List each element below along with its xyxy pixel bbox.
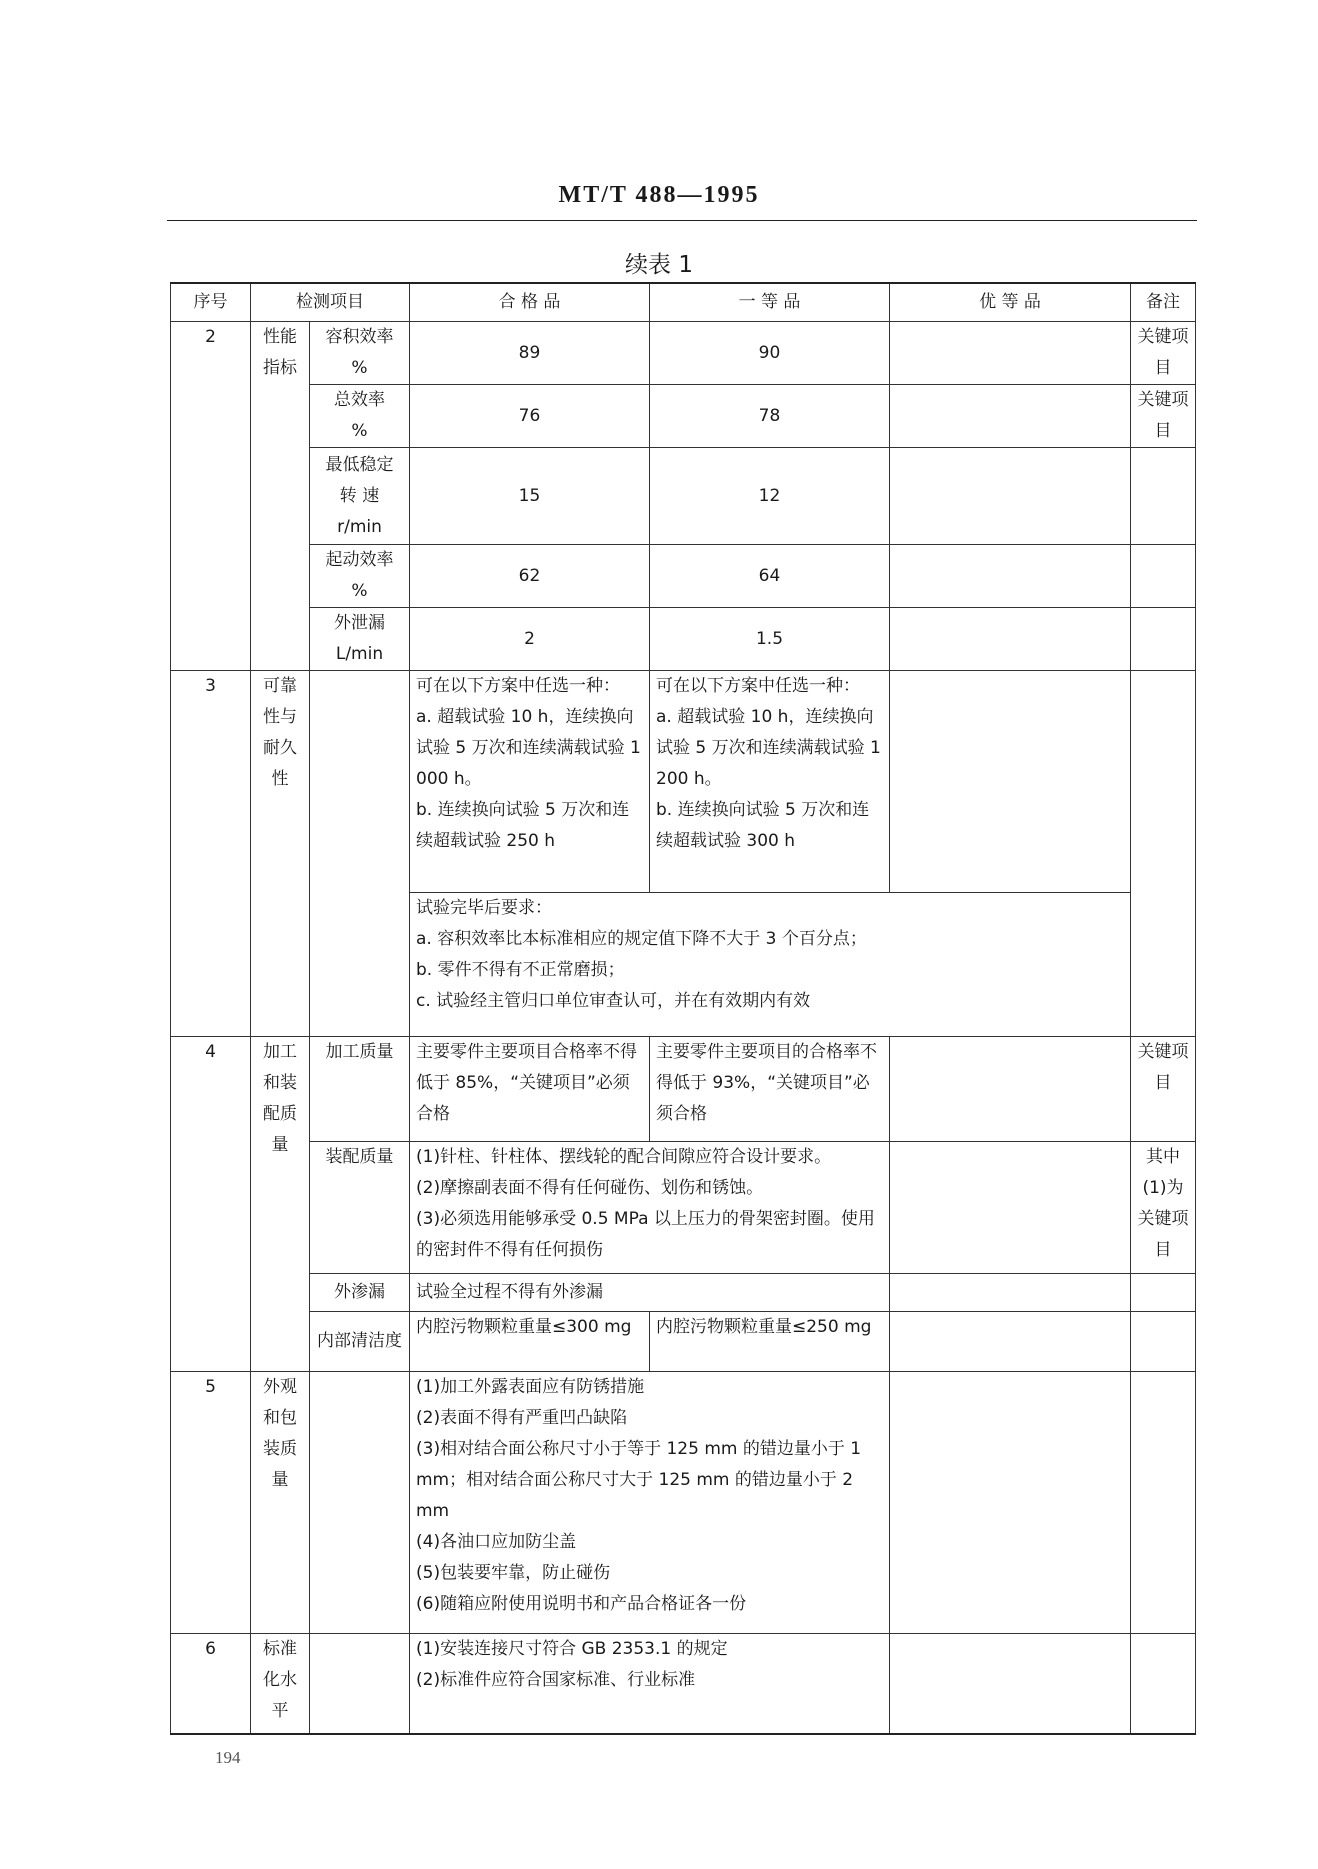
table-row	[171, 448, 1196, 545]
value-cell: 1.5	[650, 608, 890, 671]
value-cell: 89	[410, 322, 650, 385]
item-cell: 内部清洁度	[310, 1312, 410, 1372]
table-row	[171, 1037, 1196, 1142]
assembly-cell	[410, 1142, 890, 1274]
remark-cell	[1131, 671, 1196, 1037]
value-cell: 76	[410, 385, 650, 448]
value-cell	[890, 1372, 1131, 1634]
standard-code: MT/T 488—1995	[558, 182, 760, 208]
value-cell: 78	[650, 385, 890, 448]
group-cell: 外观和包装质量	[251, 1372, 310, 1634]
value-cell: 12	[650, 448, 890, 545]
table-row	[171, 1312, 1196, 1372]
item-name-2: 转 速	[339, 485, 380, 506]
header-rule	[167, 220, 1197, 221]
appearance-line-3: (3)相对结合面公称尺寸小于等于 125 mm 的错边量小于 1 mm；相对结合面公称尺寸大于 125 mm 的错边量小于 2 mm	[416, 1439, 862, 1521]
value-cell: 内腔污物颗粒重量≤250 mg	[650, 1312, 890, 1372]
scheme-a: a. 超载试验 10 h，连续换向试验 5 万次和连续满载试验 1 200 h。	[656, 707, 881, 789]
value-cell: 90	[650, 322, 890, 385]
value-cell	[890, 608, 1131, 671]
value-cell	[890, 322, 1131, 385]
col-item: 检测项目	[251, 283, 410, 322]
item-cell	[310, 545, 410, 608]
item-cell	[310, 385, 410, 448]
item-unit: %	[351, 421, 368, 441]
group-cell: 加工和装配质量	[251, 1037, 310, 1372]
table-row	[171, 545, 1196, 608]
table-row	[171, 1142, 1196, 1274]
item-name: 容积效率	[325, 327, 394, 347]
remark-cell: 关键项目	[1131, 1037, 1196, 1142]
appearance-line-6: (6)随箱应附使用说明书和产品合格证各一份	[416, 1594, 747, 1614]
value-cell: 2	[410, 608, 650, 671]
item-cell	[310, 1634, 410, 1734]
table-header-row	[171, 283, 1196, 322]
table-row	[171, 385, 1196, 448]
item-name: 总效率	[334, 390, 385, 410]
value-cell	[890, 1274, 1131, 1312]
spec-table	[170, 282, 1196, 1735]
value-cell: 主要零件主要项目合格率不得低于 85%，“关键项目”必须合格	[410, 1037, 650, 1142]
scheme-cell	[410, 671, 650, 893]
group-cell: 性能指标	[251, 322, 310, 671]
scheme-intro: 可在以下方案中任选一种：	[416, 676, 620, 696]
leakage-cell: 试验全过程不得有外渗漏	[410, 1274, 890, 1312]
item-cell	[310, 1372, 410, 1634]
seq-cell: 6	[171, 1634, 251, 1734]
after-c: c. 试验经主管归口单位审查认可，并在有效期内有效	[416, 991, 811, 1011]
remark-cell	[1131, 448, 1196, 545]
remark-cell: 关键项目	[1131, 322, 1196, 385]
scheme-intro: 可在以下方案中任选一种：	[656, 676, 860, 696]
remark-cell	[1131, 545, 1196, 608]
seq-cell: 5	[171, 1372, 251, 1634]
col-seq: 序号	[171, 283, 251, 322]
value-cell	[890, 1634, 1131, 1734]
remark-cell	[1131, 1274, 1196, 1312]
item-name: 起动效率	[325, 550, 394, 570]
value-cell	[890, 545, 1131, 608]
seq-cell: 3	[171, 671, 251, 1037]
table-row	[171, 322, 1196, 385]
value-cell	[890, 1142, 1131, 1274]
remark-cell	[1131, 1372, 1196, 1634]
item-unit: L/min	[335, 644, 384, 664]
item-cell	[310, 448, 410, 545]
appearance-cell	[410, 1372, 890, 1634]
item-cell: 外渗漏	[310, 1274, 410, 1312]
item-cell	[310, 608, 410, 671]
table-caption: 续表 1	[625, 252, 693, 278]
table-row	[171, 608, 1196, 671]
remark-cell: 关键项目	[1131, 385, 1196, 448]
after-title: 试验完毕后要求：	[416, 898, 552, 918]
remark-cell	[1131, 1312, 1196, 1372]
seq-cell: 4	[171, 1037, 251, 1372]
item-cell: 装配质量	[310, 1142, 410, 1274]
after-test-cell	[410, 893, 1131, 1037]
item-cell: 加工质量	[310, 1037, 410, 1142]
standardization-cell	[410, 1634, 890, 1734]
table-row	[171, 1372, 1196, 1634]
value-cell	[890, 385, 1131, 448]
item-unit: r/min	[337, 516, 382, 537]
appearance-line-1: (1)加工外露表面应有防锈措施	[416, 1377, 645, 1397]
table-row	[171, 1274, 1196, 1312]
remark-cell	[1131, 1634, 1196, 1734]
item-unit: %	[351, 581, 368, 601]
assembly-line-3: (3)必须选用能够承受 0.5 MPa 以上压力的骨架密封圈。使用的密封件不得有任何损伤	[416, 1209, 875, 1260]
value-cell: 15	[410, 448, 650, 545]
scheme-a: a. 超载试验 10 h，连续换向试验 5 万次和连续满载试验 1 000 h。	[416, 707, 641, 789]
appearance-line-2: (2)表面不得有严重凹凸缺陷	[416, 1408, 628, 1428]
remark-cell	[1131, 608, 1196, 671]
table-row	[171, 671, 1196, 893]
group-cell: 标准化水平	[251, 1634, 310, 1734]
col-qualified: 合 格 品	[410, 283, 650, 322]
group-cell: 可靠性与耐久性	[251, 671, 310, 1037]
col-first-grade: 一 等 品	[650, 283, 890, 322]
value-cell	[890, 448, 1131, 545]
seq-cell: 2	[171, 322, 251, 671]
scheme-cell	[650, 671, 890, 893]
col-superior: 优 等 品	[890, 283, 1131, 322]
after-a: a. 容积效率比本标准相应的规定值下降不大于 3 个百分点；	[416, 929, 867, 949]
value-cell: 主要零件主要项目的合格率不得低于 93%，“关键项目”必须合格	[650, 1037, 890, 1142]
value-cell: 64	[650, 545, 890, 608]
value-cell: 62	[410, 545, 650, 608]
item-cell	[310, 322, 410, 385]
scheme-b: b. 连续换向试验 5 万次和连续超载试验 250 h	[416, 800, 630, 851]
assembly-line-2: (2)摩擦副表面不得有任何碰伤、划伤和锈蚀。	[416, 1178, 764, 1198]
standardization-line-1: (1)安装连接尺寸符合 GB 2353.1 的规定	[416, 1639, 728, 1659]
appearance-line-5: (5)包装要牢靠，防止碰伤	[416, 1563, 611, 1583]
standardization-line-2: (2)标准件应符合国家标准、行业标准	[416, 1670, 696, 1690]
scheme-b: b. 连续换向试验 5 万次和连续超载试验 300 h	[656, 800, 870, 851]
value-cell	[890, 671, 1131, 893]
value-cell	[890, 1037, 1131, 1142]
remark-cell: 其中(1)为关键项目	[1131, 1142, 1196, 1274]
after-b: b. 零件不得有不正常磨损；	[416, 960, 625, 980]
item-unit: %	[351, 358, 368, 378]
col-remark: 备注	[1131, 283, 1196, 322]
page-number: 194	[215, 1748, 241, 1767]
value-cell: 内腔污物颗粒重量≤300 mg	[410, 1312, 650, 1372]
item-name: 外泄漏	[334, 613, 385, 633]
value-cell	[890, 1312, 1131, 1372]
assembly-line-1: (1)针柱、针柱体、摆线轮的配合间隙应符合设计要求。	[416, 1147, 832, 1167]
item-cell	[310, 671, 410, 1037]
appearance-line-4: (4)各油口应加防尘盖	[416, 1532, 577, 1552]
table-row	[171, 1634, 1196, 1734]
item-name: 最低稳定	[325, 454, 394, 475]
